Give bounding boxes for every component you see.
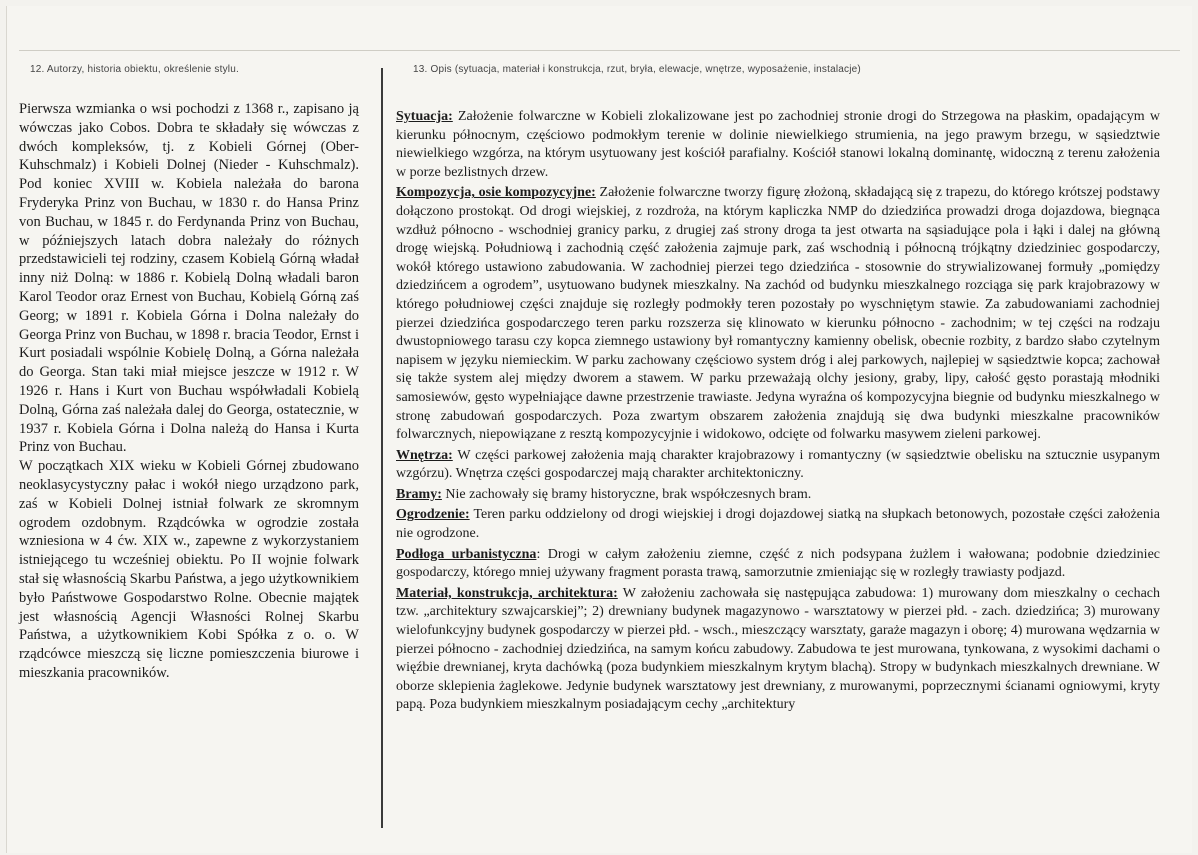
wnetrza-title: Wnętrza: [396, 447, 453, 463]
kompozycja-text: Założenie folwarczne tworzy figurę złożoną, składającą się z trapezu, do którego krótszej podstawy dołączono prostokąt. Od drogi wiejskiej, z rozdroża, na którym kapliczka NMP do dziedzińca prowadzi droga dojazdowa, biegnąca wzdłuż północno - wschodniej granicy parku, z drugiej zaś strony droga ta jest otwarta na sąsiadujące pola i łąki i dalej na główną drogę wiejską. Południową i zachodnią część założenia zajmuje park, zaś wschodnią i północną trójkątny dziedziniec gospodarczy, wokół którego ustawiono zabudowania. W zachodniej pierzei tego dziedzińca - stosownie do strywializowanej formuły „pomiędzy dziedzińcem a ogrodem”, usytuowano budynek mieszkalny. Na zachód od budynku mieszkalnego rozciąga się park krajobrazowy w którego południowej części znajduje się rozległy podmokły teren pozostały po wyschniętym stawie. Za zabudowaniami zachodniej pierzei dziedzińca gospodarczego teren parku rozszerza się klinowato w kierunku północno - zachodnim; w tej części na rodzaju dwustopniowego tarasu czy kopca ziemnego ustawiony był romantyczny kamienny obelisk, obecnie rozbity, z bardzo słabo czytelnym napisem w języku niemieckim. W parku zachowany częściowo system dróg i alej parkowych, najlepiej w sąsiedztwie kopca; zachował się także system alej między dworem a stawem. W parku przeważają olchy jesiony, graby, lipy, całość gęsto porastają młodniki samosiewów, gęsto wypełniające dawne przestrzenie trawiaste. Jedyna wyraźna oś kompozycyjna biegnie od budynku mieszkalnego w stronę zabudowań gospodarczych. Poza zwartym obszarem założenia znajdują się dwa budynki mieszkalne pracowników folwarcznych, niepowiązane z resztą kompozycyjnie i widokowo, odcięte od folwarku masywem zieleni parkowej. [396, 185, 1160, 443]
sytuacja-title: Sytuacja: [396, 109, 453, 124]
bramy-text: Nie zachowały się bramy historyczne, brak współczesnych bram. [441, 486, 812, 502]
section-bramy [396, 486, 1160, 505]
sytuacja-text: Założenie folwarczne w Kobieli zlokalizowane jest po zachodniej stronie drogi do Strzegowa na płaskim, opadającym w kierunku północnym, częściowo podmokłym terenie w dolinie niewielkiego strumienia, na jego prawym brzegu, w sąsiedztwie niewielkiego wzgórza, na którym usytuowany jest kościół parafialny. Kościół stanowi lokalną dominantę, widoczną z terenu założenia w porze bezlistnych drzew. [396, 109, 1160, 180]
ogrodzenie-text: Teren parku oddzielony od drogi wiejskiej i drogi dojazdowej siatką na słupkach betonowych, pozostałe części założenia nie ogrodzone. [396, 507, 1160, 542]
section-ogrodzenie [396, 506, 1160, 543]
section-material [396, 585, 1160, 715]
section-kompozycja [396, 184, 1160, 444]
section-13-header: 13. Opis (sytuacja, materiał i konstrukcja, rzut, bryła, elewacje, wnętrze, wyposażenie, instalacje) [413, 64, 861, 75]
history-column [19, 100, 359, 683]
wnetrza-text: W części parkowej założenia mają charakter krajobrazowy i romantyczny (w sąsiedztwie obelisku na sztucznie usypanym wzgórzu). Wnętrza części gospodarczej mają charakter architektoniczny. [396, 447, 1160, 482]
section-sytuacja [396, 108, 1160, 182]
section-wnetrza [396, 447, 1160, 484]
history-paragraph-2: W początkach XIX wieku w Kobieli Górnej zbudowano neoklasycystyczny pałac i wokół niego urządzono park, zaś w Kobieli Dolnej istniał folwark ze skromnym ogrodem ozdobnym. Rządcówka w ogrodzie została wzniesiona w 4 ćw. XIX w., zapewne z wykorzystaniem istniejącego tu wcześniej obiektu. Po II wojnie folwark stał się własnością Skarbu Państwa, a jego użytkownikiem było Państwowe Gospodarstwo Rolne. Obecnie majątek jest własnością Agencji Własności Rolnej Skarbu Państwa, a użytkownikiem Kobi Spółka z o. o. W rządcówce mieszczą się liczne pomieszczenia biurowe i mieszkania pracowników. [19, 458, 359, 681]
podloga-text: : Drogi w całym założeniu ziemne, część z nich podsypana żużlem i wałowana; podobnie dziedziniec gospodarczy, którego mniej używany fragment porasta trawą, samorzutnie zmieniając się w rozległy trawiasty podjazd. [396, 546, 1161, 581]
ogrodzenie-title: Ogrodzenie: [396, 507, 470, 523]
section-podloga [396, 546, 1160, 583]
column-divider [381, 68, 383, 828]
bramy-title: Bramy: [396, 486, 442, 502]
history-paragraph-1: Pierwsza wzmianka o wsi pochodzi z 1368 r., zapisano ją wówczas jako Cobos. Dobra te składały się wówczas z dwóch kompleksów, tj. z Kobieli Górnej (Ober-Kuhschmalz) i Kobieli Dolnej (Nieder - Kuhschmalz). Pod koniec XVIII w. Kobiela należała do barona Fryderyka Prinz von Buchau, w 1830 r. do Hansa Prinz von Buchau, w 1845 r. do Ferdynanda Prinz von Buchau, w późniejszych latach dobra należały do różnych przedstawicieli tej rodziny, czasem Kobielą Górną władał inny niż Dolną: w 1886 r. Kobielą Dolną władali baron Karol Teodor oraz Ernest von Buchau, Kobielą Górną zaś Georg; w 1891 r. Kobiela Górna i Dolna należały do Georga Prinz von Buchau, w 1898 r. bracia Teodor, Ernst i Kurt posiadali wspólnie Kobielę Dolną, a Górna należała do Georga. Stan taki miał miejsce jeszcze w 1912 r. W 1926 r. Hans i Kurt von Buchau współwładali Kobielą Dolną, Górna zaś należała dalej do Georga, ostatecznie, w 1937 r. Kobiela Górna i Dolna należą do Hansa i Kurta Prinz von Buchau. [19, 101, 359, 456]
section-12-header: 12. Autorzy, historia obiektu, określenie stylu. [30, 64, 239, 75]
material-text: W założeniu zachowała się następująca zabudowa: 1) murowany dom mieszkalny o cechach tzw. „architektury szwajcarskiej”; 2) drewniany budynek magazynowo - warsztatowy w pierzei płd. - zach. dziedzińca; 3) murowany wielofunkcyjny budynek gospodarczy w pierzei płd. - wsch., mieszczący warsztaty, garaże magazyn i oborę; 4) murowana wędzarnia w pierzei północno - zachodniej dziedzińca, na samym końcu zabudowy. Zabudowa te jest murowana, tynkowana, z wysokimi dachami o więźbie drewnianej, kryta dachówką (poza budynkiem mieszkalnym krytym blachą). Stropy w budynkach mieszkalnych drewniane. W oborze sklepienia żaglekowe. Jedynie budynek warsztatowy jest drewniany, z murowanymi, poprzecznymi ścianami ogniowymi, kryty papą. Poza budynkiem mieszkalnym posiadającym cechy „architektury [396, 585, 1160, 713]
top-rule [19, 50, 1180, 51]
kompozycja-title: Kompozycja, osie kompozycyjne: [396, 185, 596, 201]
podloga-title: Podłoga urbanistyczna [396, 546, 537, 562]
material-title: Materiał, konstrukcja, architektura: [396, 585, 618, 601]
description-column [396, 108, 1160, 717]
